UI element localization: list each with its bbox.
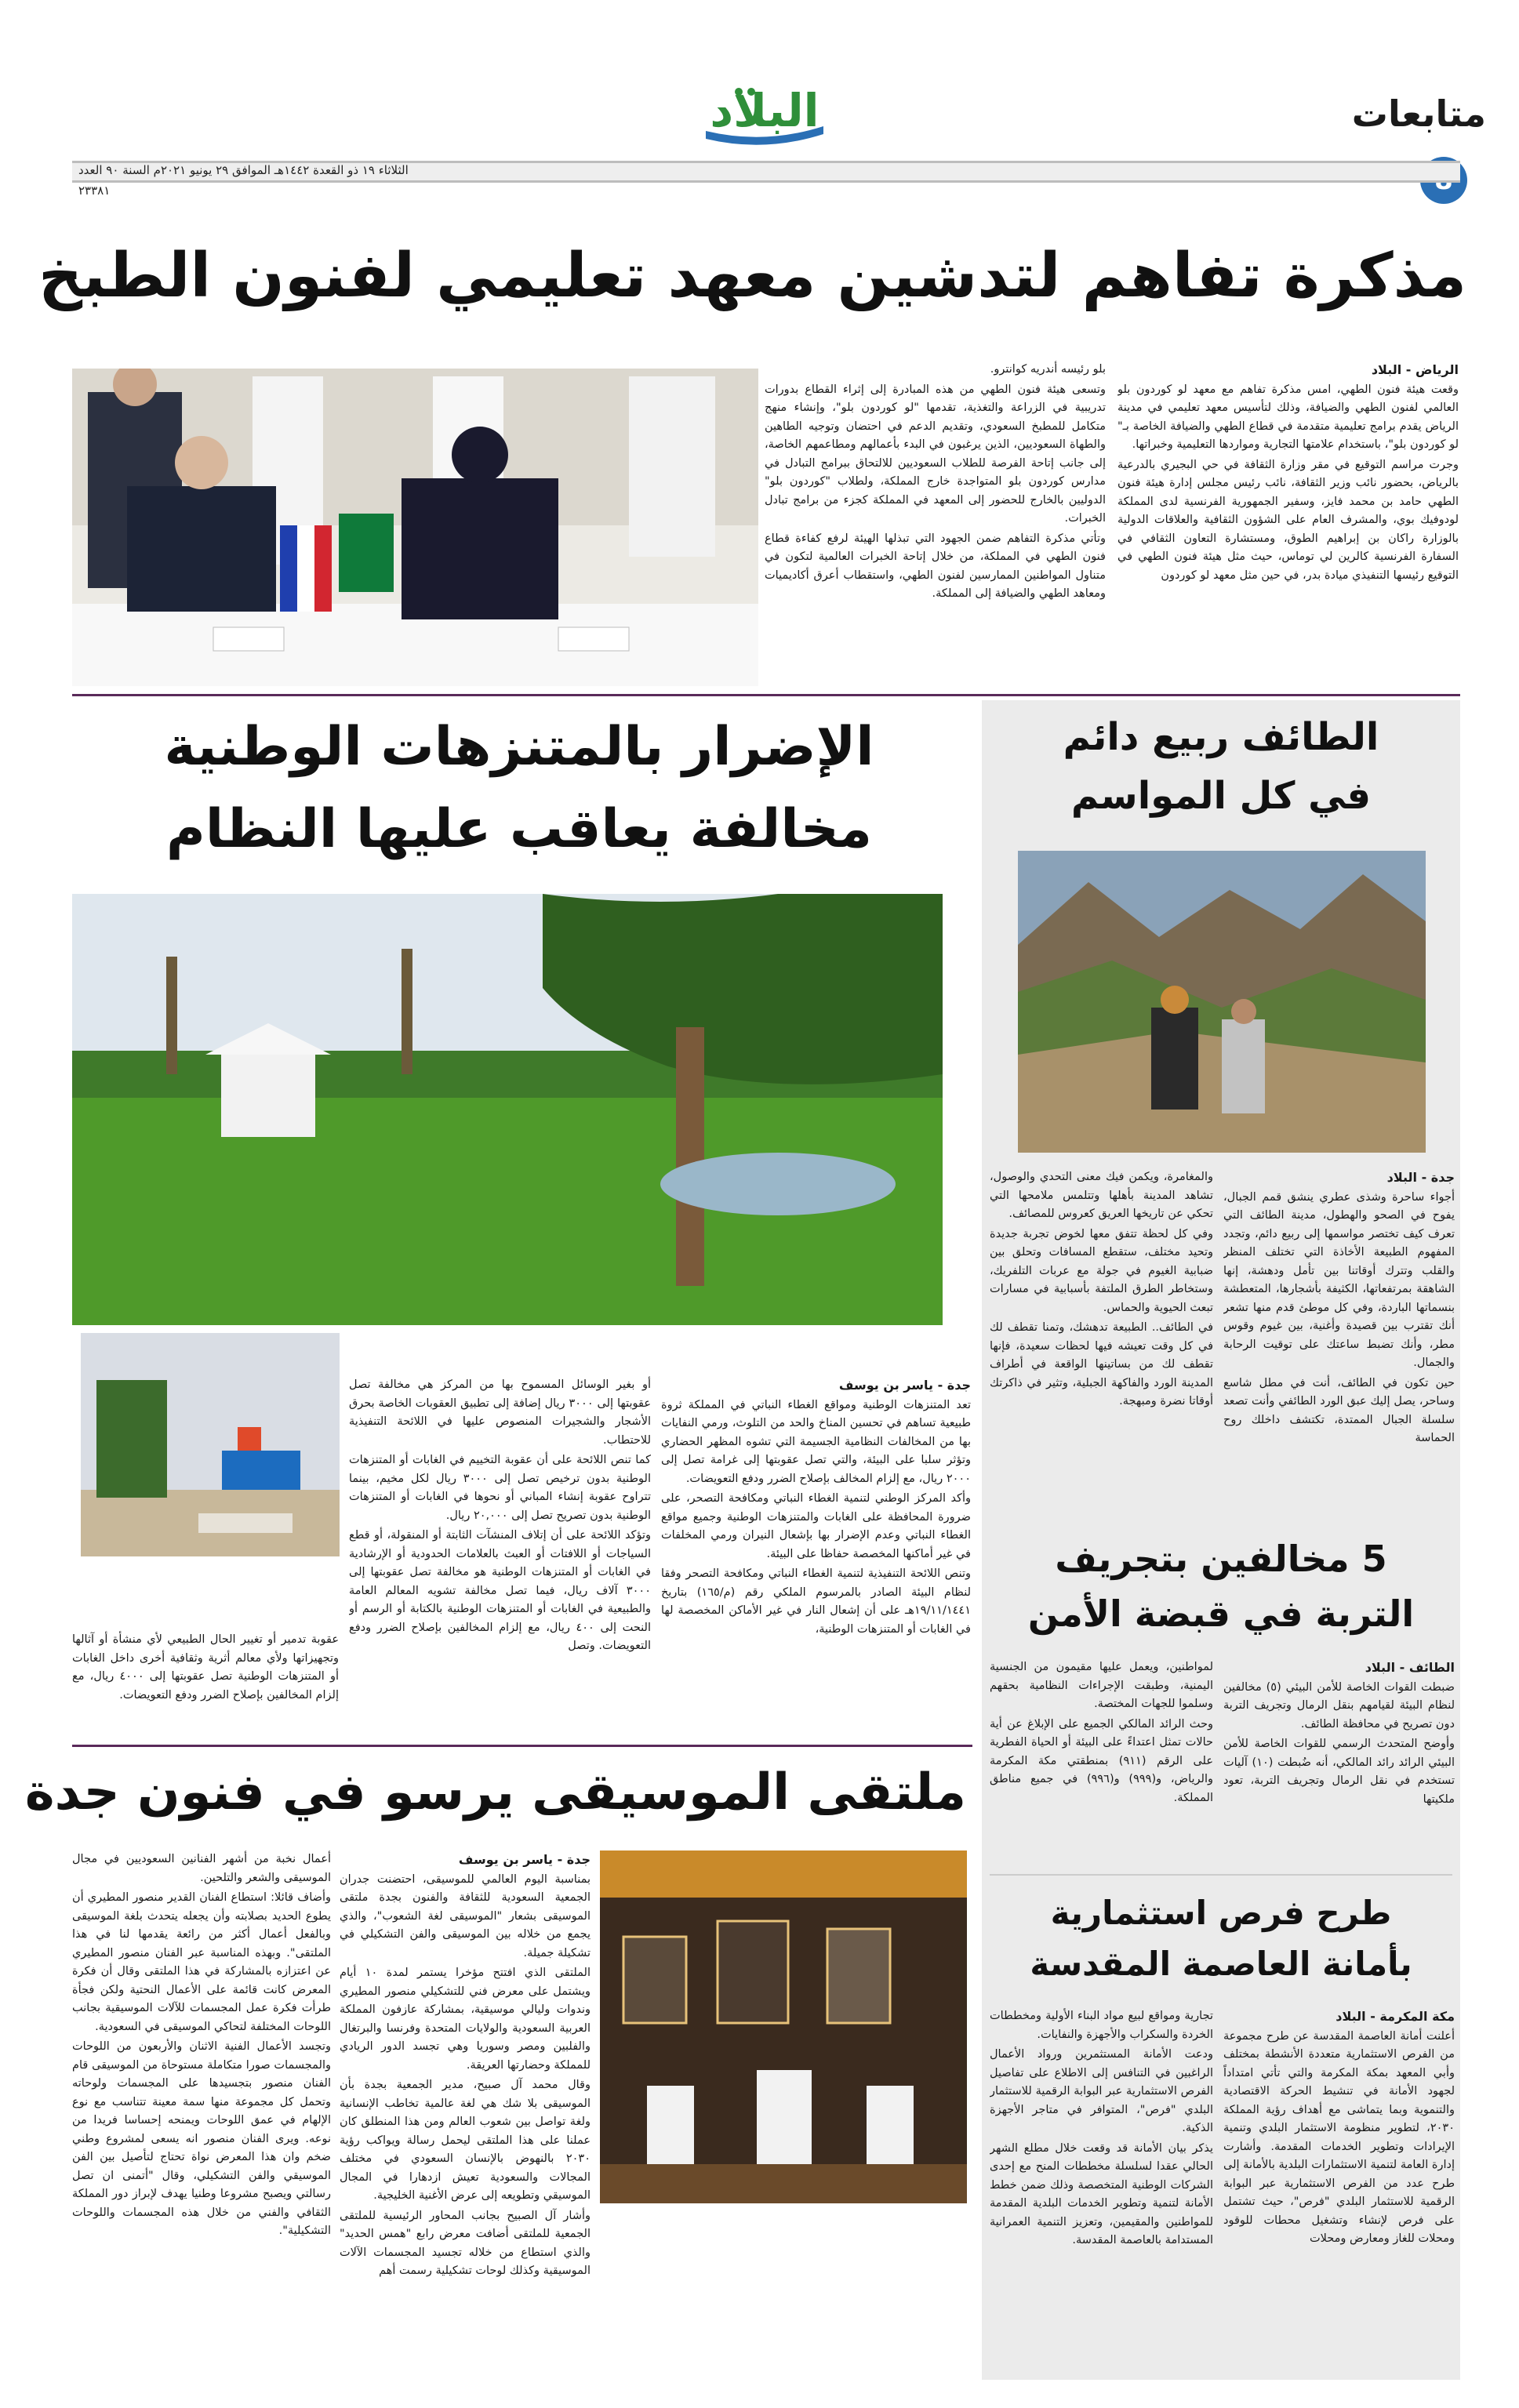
sidebar-divider: [990, 1874, 1452, 1876]
soil-paragraph: وحث الرائد المالكي الجميع على الإبلاغ عن أية حالات تمثل اعتداءً على البيئة أو الحياة الفطرية على الرقم (٩١١) بمنطقتي مكة المكرمة والرياض، و(٩٩٩) و(٩٩٦) في جميع مناطق المملكة.: [990, 1717, 1213, 1804]
music-headline: ملتقى الموسيقى يرسو في فنون جدة: [24, 1763, 966, 1821]
taif-headline-line1: الطائف ربيع دائم: [1063, 715, 1379, 759]
exhibition-photo: [600, 1850, 967, 2203]
music-paragraph: وأضاف قائلا: استطاع الفنان القدير منصور المطيري أن يطوع الحديد بصلابته وأن يجعله يتحدث بلغة الموسيقى وبالفعل أعمال أكثر من رائعة يقدمها لنا في هذا الملتقى". وبهذه المناسبة عبر الفنان منصور المطيري عن اعتزازه بالمشاركة في هذا الملتقى وقال أن فكرة المعرض كانت قائمة على الأعمال النحتية ولكن فجأة طرأت فكرة عمل المجسمات للآلات الموسيقية بجانب اللوحات المختلفة لتحاكي الموسيقى في السعودية.: [72, 1891, 331, 2033]
lead-paragraph: وتسعى هيئة فنون الطهي من هذه المبادرة إلى إثراء القطاع بدورات تدريبية في الزراعة والتغذية، تقدمها "لو كوردون بلو"، وإنشاء منهج متكامل للمطبخ السعودي، وتقديم الدعم في احتضان وتوجيه الطاهين والطهاة السعوديين، الذين يرغبون في البدء بأعمالهم ومطاعمهم الخاصة، إلى جانب إتاحة الفرصة للطلاب السعوديين للالتحاق ببرامج التبادل في مدارس كوردون بلو المتواجدة خارج المملكة، ولطلاب "كوردون بلو" الدوليين بالخارج للحضور إلى المعهد في المملكة كجزء من برامج تبادل الخبرات.: [765, 383, 1106, 525]
taif-paragraph: في الطائف.. الطبيعة تدهشك، وتمنا تقطف لك في كل وقت تعيشه فيها لحظات سعيدة، فإنها تقطف لك من بساتينها الواقعة في أطراف المدينة الورد والفاكهة الجبلية، وتثير في ذاكرتك أوقاتا نضرة ومبهجة.: [990, 1321, 1213, 1407]
taif-column-2: [990, 1168, 1213, 1517]
investment-headline-line1: طرح فرص استثمارية: [1050, 1894, 1392, 1932]
parks-paragraph: تعد المتنزهات الوطنية ومواقع الغطاء النباتي في المملكة ثروة طبيعية تساهم في تحسين المناخ والحد من التلوث، ورمي النفايات بها من المخالفات النظامية الجسيمة التي تشوه المظهر الحضاري وتؤثر سلبا على البيئة، والتي تصل عقوبتها إلى غرامة تصل إلى ٢٠٠٠ ريال، مع إلزام المخالف بإصلاح الضرر ودفع التعويضات.: [661, 1398, 971, 1485]
lead-column-1: [1117, 361, 1459, 682]
parks-headline-line1: الإضرار بالمتنزهات الوطنية: [164, 716, 874, 778]
investment-paragraph: أعلنت أمانة العاصمة المقدسة عن طرح مجموعة من الفرص الاستثمارية متعددة الأنشطة بمختلف وأبي المعهد بمكة المكرمة والتي تأتي امتداداً لجهود الأمانة في تنشيط الحركة الاقتصادية والتنموية وبما يتماشى مع أهداف رؤية المملكة ٢٠٣٠، لتطوير منظومة الاستثمار البلدي وتنمية الإيرادات وتطوير الخدمات المقدمة. وأشارت إدارة العامة لتنمية الاستثمارات البلدية بالأمانة إلى طرح عدد من الفرص الاستثمارية عبر البوابة الرقمية للاستثمار البلدي "فرص"، حيث تشتمل على فرص لإنشاء وتشغيل محطات للوقود ومحلات للغاز ومعارض ومحلات: [1223, 2029, 1455, 2245]
investment-column-1: [1223, 2007, 1455, 2376]
section-label: متابعات: [1351, 93, 1486, 135]
music-paragraph: أعمال نخبة من أشهر الفنانين السعوديين في مجال الموسيقى والشعر والتلحين.: [72, 1853, 331, 1884]
lead-byline: الرياض - البلاد: [1371, 362, 1459, 377]
music-paragraph: وتجسد الأعمال الفنية الاثنان والأربعون من اللوحات والمجسمات صورا متكاملة مستوحاة من الموسيقى قام الفنان منصور بتجسيدها على المجسمات ولوحاته وتحمل كل مجموعة منها سمة معينة تتناسب مع نوع الإلهام في عمق اللوحات ويمنحه إحساسا فريدا من نوعه. ويرى الفنان منصور انه يسعى لمشروع وطني ضخم وان هذا المعرض نواة تحتاج لتأصيل بين الفن الموسيقي والفن التشكيلي، وقال "أتمنى ان تصل رسالتي ويصبح مشروعا وطنيا يهدف لإبراز دور المملكة الثقافي والفني من خلال هذه المجسمات واللوحات التشكيلية".: [72, 2040, 331, 2237]
investment-byline: مكة المكرمة - البلاد: [1335, 2009, 1455, 2024]
soil-headline-line2: التربة في قبضة الأمن: [1027, 1593, 1415, 1635]
parks-paragraph: كما تنص اللائحة على أن عقوبة التخييم في الغابات أو المتنزهات الوطنية بدون ترخيص تصل إلى ٣٠٠٠ ريال لكل مخيم، بينما تتراوح عقوبة إنشاء المباني أو نحوها في الغابات أو المتنزهات الوطنية بدون تصريح تصل إلى ٢٠,٠٠٠ ريال.: [349, 1454, 651, 1522]
parks-paragraph: وتؤكد اللائحة على أن إتلاف المنشآت الثابتة أو المنقولة، أو قطع السياجات أو اللافتات أو العبث بالعلامات الحدودية أو الإرشادية في الغابات أو المتنزهات الوطنية هو مخالفة تصل عقوبتها إلى ٣٠٠٠ آلاف ريال، فيما تصل مخالفة تشويه المعالم العامة والطبيعية في الغابات أو المتنزهات الوطنية بالكتابة أو الرسم أو النحت إلى ٤٠٠ ريال، مع إلزام المخالفين بإصلاح الضرر ودفع التعويضات. وتصل: [349, 1529, 651, 1652]
parks-paragraph: أو بغير الوسائل المسموح بها من المركز هي مخالفة تصل عقوبتها إلى ٣٠٠٠ ريال إضافة إلى تطبيق العقوبات الخاصة بحرق الأشجار والشجيرات المنصوص عليها في اللائحة التنفيذية للاحتطاب.: [349, 1378, 651, 1447]
taif-byline: جدة - البلاد: [1386, 1170, 1455, 1185]
taif-paragraph: والمغامرة، ويكمن فيك معنى التحدي والوصول، تشاهد المدينة بأهلها وتتلمس ملامحها التي تحكي عن تاريخها العريق كعروس للمصائف.: [990, 1171, 1213, 1220]
lead-paragraph: وتأتي مذكرة التفاهم ضمن الجهود التي تبذلها الهيئة لرفع كفاءة قطاع فنون الطهي في المملكة، من خلال إتاحة الخبرات العالمية لتكون في متناول المواطنين الممارسين لفنون الطهي، واستقطاب أعرق أكاديميات ومعاهد الطهي والضيافة إلى المملكة.: [765, 532, 1106, 600]
music-column-1: [340, 1850, 591, 2376]
taif-paragraph: أجواء ساحرة وشذى عطري ينشق قمم الجبال، يفوح في الصحو والهطول، مدينة الطائف التي تعرف كيف تختصر مواسمها إلى ربيع دائم، وتجدد المفهوم الطبيعة الأخاذة التي تختلف المنظر والقلب وتترك أوقاتنا بين تأمل ودهشة، إنها الشاهقة بمرتفعاتها، الكثيفة بأشجارها، المتعطشة بنسماتها الباردة، وفي كل موطئ قدم منها تشعر أنك تقترب بين قصيدة وأغنية، بين غيوم وقوس مطر، وأنك تضبط ساعتك على توقيت الرحابة والجمال.: [1223, 1190, 1455, 1369]
parks-byline: جدة - ياسر بن يوسف: [838, 1378, 971, 1393]
parks-paragraph: عقوبة تدمير أو تغيير الحال الطبيعي لأي منشأة أو آثالها وتجهيزاتها ولأي معالم أثرية وثقافية أخرى داخل الغابات أو المتنزهات الوطنية تصل عقوبتها إلى ٤٠٠٠ ريال، مع إلزام المخالفين بإصلاح الضرر ودفع التعويضات.: [72, 1633, 339, 1702]
investment-column-2: [990, 2007, 1213, 2376]
newspaper-logo: [690, 74, 839, 153]
signing-ceremony-photo: [72, 369, 758, 686]
parks-headline-line2: مخالفة يعاقب عليها النظام: [166, 798, 872, 860]
soil-paragraph: وأوضح المتحدث الرسمي للقوات الخاصة للأمن البيئي الرائد رائد المالكي، أنه ضُبطت (١٠) آليات تستخدم في نقل الرمال وتجريف التربة، تعود ملكيتها: [1223, 1738, 1455, 1806]
taif-column-1: [1223, 1168, 1455, 1517]
soil-column-1: [1223, 1658, 1455, 1862]
park-photo: [72, 894, 943, 1325]
investment-paragraph: يذكر بيان الأمانة قد وقعت خلال مطلع الشهر الحالي عقدا لسلسلة مخططات المنح مع إحدى الشركات الوطنية المتخصصة وذلك ضمن خطط الأمانة لتنمية وتطوير الخدمات البلدية المقدمة للمواطنين والمقيمين، وتعزيز التنمية العمرانية المستدامة بالعاصمة المقدسة.: [990, 2141, 1213, 2246]
playground-photo: [81, 1333, 340, 1556]
lead-paragraph: بلو رئيسه أندريه كوانترو.: [990, 363, 1106, 376]
section-divider: [72, 694, 1460, 696]
soil-headline-line1: 5 مخالفين بتجريف: [1055, 1538, 1387, 1580]
music-byline: جدة - ياسر بن يوسف: [458, 1852, 591, 1867]
investment-headline-line2: بأمانة العاصمة المقدسة: [1030, 1945, 1412, 1983]
lead-column-2: [765, 361, 1106, 682]
music-paragraph: بمناسبة اليوم العالمي للموسيقى، احتضنت جدران الجمعية السعودية للثقافة والفنون بجدة ملتقى الموسيقى بشعار "الموسيقى لغة الشعوب"، والذي يجمع من خلاله بين الموسيقى والفن التشكيلي في تشكيلة جميلة.: [340, 1872, 591, 1959]
soil-byline: الطائف - البلاد: [1365, 1660, 1455, 1675]
taif-headline-line2: في كل المواسم: [1070, 774, 1372, 818]
investment-paragraph: ودعت الأمانة المستثمرين ورواد الأعمال الراغبين في التنافس إلى الاطلاع على تفاصيل الفرص الاستثمارية عبر البوابة الرقمية للاستثمار البلدي "فرص"، المتوافر في متاجر الأجهزة الذكية.: [990, 2048, 1213, 2134]
music-column-2: [72, 1850, 331, 2376]
parks-column-3: [72, 1631, 339, 1768]
parks-column-2: [349, 1376, 651, 1768]
music-paragraph: وقال محمد آل صبيح، مدير الجمعية بجدة بأن الموسيقى بلا شك هي لغة عالمية تخاطب الإنسانية ولغة تواصل بين شعوب العالم ومن هذا المنطلق كان عملنا على هذا الملتقى ليحمل رسالة ويواكب رؤية ٢٠٣٠ بالنهوض بالإنسان السعودي في مختلف المجالات والسعودية تعيش ازدهارا في المجال الموسيقي وتطويعه إلى عرض الأغنية الخليجية.: [340, 2079, 591, 2202]
parks-paragraph: وأكد المركز الوطني لتنمية الغطاء النباتي ومكافحة التصحر، على ضرورة المحافظة على الغابات والمتنزهات الوطنية وجميع مواقع الغطاء النباتي وعدم الإضرار بها بإشعال النيران ورمي المخلفات في غير أماكنها المخصصة حفاظا على البيئة.: [661, 1492, 971, 1560]
lead-headline: مذكرة تفاهم لتدشين معهد تعليمي لفنون الطبخ: [38, 241, 1466, 311]
section-divider: [72, 1745, 972, 1747]
masthead: [0, 0, 1519, 196]
parks-paragraph: وتنص اللائحة التنفيذية لتنمية الغطاء النباتي ومكافحة التصحر وفقا لنظام البيئة الصادر بالمرسوم الملكي رقم (م/١٦٥) بتاريخ ١٩/١١/١٤٤١هـ على أن إشعال النار في غير الأماكن المخصصة لها في الغابات أو المتنزهات الوطنية،: [661, 1567, 971, 1636]
taif-hiking-photo: [1018, 851, 1426, 1153]
parks-column-1: [661, 1376, 971, 1768]
lead-paragraph: وجرت مراسم التوقيع في مقر وزارة الثقافة في حي البجيري بالدرعية بالرياض، بحضور نائب وزير الثقافة، نائب رئيس مجلس إدارة هيئة فنون الطهي حامد بن محمد فايز، وسفير الجمهورية الفرنسية لدى المملكة لودوفيك بوي، والمشرف العام على الشؤون الثقافية والعلاقات الدولية بالوزارة راكان بن إبراهيم الطوق، ومستشارة التعاون الثقافي في السفارة الفرنسية كالرين لي توماس، حيث مثل هيئة فنون الطهي في التوقيع رئيسها التنفيذي ميادة بدر، في حين مثل معهد لو كوردون: [1117, 458, 1459, 582]
investment-paragraph: تجارية ومواقع لبيع مواد البناء الأولية ومخططات الخردة والسكراب والأجهزة والنفايات.: [990, 2010, 1213, 2041]
music-paragraph: الملتقى الذي افتتح مؤخرا يستمر لمدة ١٠ أيام ويشتمل على معرض فني للتشكيلي منصور المطيري وندوات وليالي موسيقية، بمشاركة عازفون المملكة العربية السعودية والولايات المتحدة وفرنسا والبرتغال والفلبين ومصر وسوريا وهي تجسد الدور الريادي للمملكة وحضارتها العريقة.: [340, 1967, 591, 2072]
music-paragraph: وأشار آل الصبيح بجانب المحاور الرئيسية للملتقى الجمعية للملتقى أضافت معرض رابع "همس الحديد" والذي استطاع من خلاله تجسيد المجسمات الآلات الموسيقية وكذلك لوحات تشكيلية رسمت أهم: [340, 2209, 591, 2277]
soil-column-2: [990, 1658, 1213, 1862]
logo-text: البلاد: [710, 84, 819, 137]
taif-paragraph: حين تكون في الطائف، أنت في مطل شاسع وساحر، يصل إليك عبق الورد الطائفي وأنت تصعد سلسلة الجبال الممتدة، تكتشف داخلك روح الحماسة: [1223, 1376, 1455, 1444]
soil-paragraph: لمواطنين، ويعمل عليها مقيمون من الجنسية اليمنية، وطبقت الإجراءات النظامية بحقهم وسلموا للجهات المختصة.: [990, 1661, 1213, 1710]
lead-paragraph: وقعت هيئة فنون الطهي، امس مذكرة تفاهم مع معهد لو كوردون بلو العالمي لفنون الطهي والضيافة، وذلك لتأسيس معهد تعليمي في مدينة الرياض يقدم برامج تعليمية متقدمة في قطاع الطهي والضيافة الخاصة بـ" لو كوردون بلو"، باستخدام علامتها التجارية ومواردها التعليمية وخبراتها.: [1117, 383, 1459, 451]
date-line: الثلاثاء ١٩ ذو القعدة ١٤٤٢هـ الموافق ٢٩ يونيو ٢٠٢١م السنة ٩٠ العدد ٢٣٣٨١: [78, 163, 409, 198]
soil-paragraph: ضبطت القوات الخاصة للأمن البيئي (٥) مخالفين لنظام البيئة لقيامهم بنقل الرمال وتجريف التربة دون تصريح في محافظة الطائف.: [1223, 1680, 1455, 1731]
taif-paragraph: وفي كل لحظة تتفق معها لخوض تجربة جديدة وتحيد مختلف، ستقطع المسافات وتحلق بين ضبابية الغيوم في جولة مع عربات التلفريك، وستخاطر الطرق الملتفة بأسبابية في مسارات تبعث الحيوية والحماس.: [990, 1227, 1213, 1314]
